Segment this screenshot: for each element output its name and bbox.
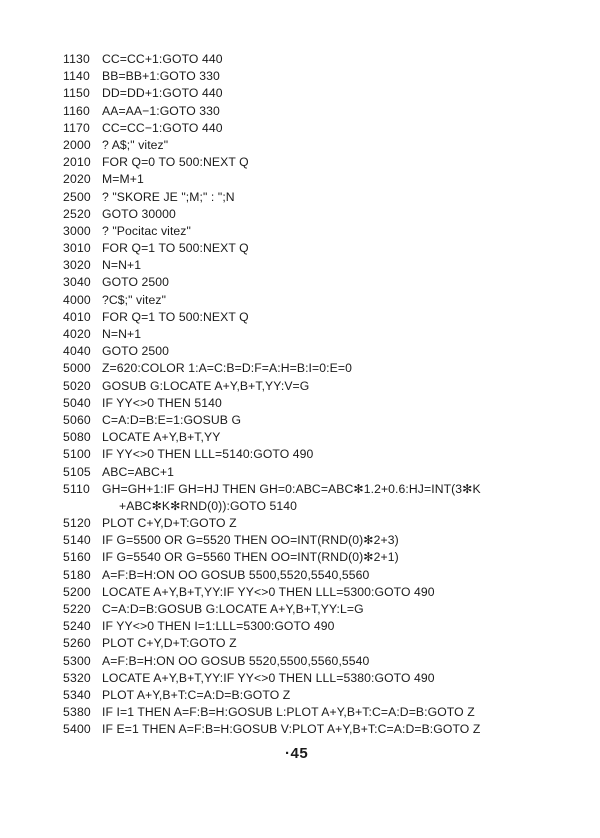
line-code: CC=CC−1:GOTO 440 xyxy=(102,120,223,135)
line-number: 4020 xyxy=(63,327,91,341)
line-number: 5105 xyxy=(63,464,91,479)
line-number: 5340 xyxy=(63,687,91,702)
code-line xyxy=(63,171,583,188)
code-line xyxy=(63,721,583,738)
line-code: N=N+1 xyxy=(102,258,142,273)
line-number: 5320 xyxy=(63,670,91,685)
line-code: C=A:D=B:GOSUB G:LOCATE A+Y,B+T,YY:L=G xyxy=(102,602,364,616)
code-line xyxy=(63,618,583,635)
line-number: 1170 xyxy=(63,120,91,135)
code-line xyxy=(63,274,583,291)
line-number: 5180 xyxy=(63,567,91,582)
line-number: 5060 xyxy=(63,412,91,427)
line-code: IF G=5500 OR G=5520 THEN OO=INT(RND(0)✻2+3) xyxy=(102,533,399,548)
line-number: 5140 xyxy=(63,533,91,548)
page-number: ·45 xyxy=(285,745,309,762)
line-number: 4000 xyxy=(63,292,91,307)
code-line xyxy=(63,515,583,532)
line-number: 1140 xyxy=(63,69,91,84)
line-number: 3000 xyxy=(63,223,91,238)
line-number: 2010 xyxy=(63,155,91,170)
line-code: GOSUB G:LOCATE A+Y,B+T,YY:V=G xyxy=(102,378,310,393)
code-line xyxy=(63,189,583,206)
code-line xyxy=(63,103,583,120)
code-line xyxy=(63,137,583,154)
code-line xyxy=(63,601,583,618)
line-code: IF YY<>0 THEN LLL=5140:GOTO 490 xyxy=(102,447,314,462)
line-code: Z=620:COLOR 1:A=C:B=D:F=A:H=B:I=0:E=0 xyxy=(102,361,352,376)
code-line xyxy=(63,481,583,498)
line-number: 5300 xyxy=(63,653,91,668)
code-line xyxy=(63,154,583,171)
line-number xyxy=(63,498,102,515)
code-line xyxy=(63,223,583,240)
code-line xyxy=(63,326,583,343)
line-number: 5160 xyxy=(63,550,91,565)
line-code: A=F:B=H:ON OO GOSUB 5500,5520,5540,5560 xyxy=(102,567,370,582)
code-line xyxy=(63,653,583,670)
code-line xyxy=(63,532,583,549)
line-number: 1150 xyxy=(63,86,91,101)
line-number: 5200 xyxy=(63,584,91,599)
line-code: LOCATE A+Y,B+T,YY:IF YY<>0 THEN LLL=5380:GOTO 490 xyxy=(102,670,435,685)
line-number: 5040 xyxy=(63,395,91,410)
line-number: 2520 xyxy=(63,206,91,221)
line-number: 2020 xyxy=(63,172,91,187)
line-code: PLOT C+Y,D+T:GOTO Z xyxy=(102,636,237,651)
line-number: 1130 xyxy=(63,52,91,66)
code-line xyxy=(63,498,583,515)
line-code: PLOT A+Y,B+T:C=A:D=B:GOTO Z xyxy=(102,687,291,702)
code-line xyxy=(63,584,583,601)
code-line xyxy=(63,343,583,360)
code-line xyxy=(63,68,583,85)
line-number: 5380 xyxy=(63,705,91,720)
code-line xyxy=(63,309,583,326)
basic-program-listing xyxy=(63,51,583,739)
line-number: 5240 xyxy=(63,619,91,634)
code-line xyxy=(63,257,583,274)
code-line xyxy=(63,412,583,429)
line-code: IF E=1 THEN A=F:B=H:GOSUB V:PLOT A+Y,B+T:C=A:D=B:GOTO Z xyxy=(102,722,481,737)
line-number: 5110 xyxy=(63,481,91,496)
code-line xyxy=(63,464,583,481)
line-number: 4010 xyxy=(63,309,91,324)
line-number: 5100 xyxy=(63,447,91,462)
line-code: M=M+1 xyxy=(102,172,144,187)
line-code: C=A:D=B:E=1:GOSUB G xyxy=(102,412,242,427)
line-code: A=F:B=H:ON OO GOSUB 5520,5500,5560,5540 xyxy=(102,653,370,668)
code-line xyxy=(63,429,583,446)
code-line xyxy=(63,51,583,68)
line-code: FOR Q=0 TO 500:NEXT Q xyxy=(102,155,249,170)
line-code: GOTO 2500 xyxy=(102,344,170,359)
line-code: PLOT C+Y,D+T:GOTO Z xyxy=(102,516,237,531)
code-line xyxy=(63,446,583,463)
code-line xyxy=(63,360,583,377)
code-line xyxy=(63,704,583,721)
line-code: BB=BB+1:GOTO 330 xyxy=(102,69,220,84)
line-number: 5000 xyxy=(63,361,91,376)
code-line xyxy=(63,120,583,137)
line-number: 2000 xyxy=(63,137,91,152)
line-number: 3020 xyxy=(63,258,91,273)
line-number: 2500 xyxy=(63,189,91,204)
line-code: ?C$;" vitez" xyxy=(102,292,167,307)
line-code: IF YY<>0 THEN 5140 xyxy=(102,395,222,410)
line-code: LOCATE A+Y,B+T,YY xyxy=(102,430,221,445)
code-line xyxy=(63,635,583,652)
line-code: ? "SKORE JE ";M;" : ";N xyxy=(102,189,235,204)
line-code: DD=DD+1:GOTO 440 xyxy=(102,86,223,101)
line-number: 5260 xyxy=(63,636,91,651)
line-number: 5080 xyxy=(63,430,91,445)
code-line xyxy=(63,549,583,566)
line-code: FOR Q=1 TO 500:NEXT Q xyxy=(102,309,249,324)
line-number: 5400 xyxy=(63,722,91,737)
line-code: ? A$;" vitez" xyxy=(102,137,169,152)
line-number: 5020 xyxy=(63,378,91,393)
code-line xyxy=(63,240,583,257)
line-code: N=N+1 xyxy=(102,327,142,341)
line-code: CC=CC+1:GOTO 440 xyxy=(102,52,223,66)
line-code: IF YY<>0 THEN I=1:LLL=5300:GOTO 490 xyxy=(102,619,335,634)
line-code: GOTO 2500 xyxy=(102,275,170,290)
code-line xyxy=(63,292,583,309)
line-code: GOTO 30000 xyxy=(102,206,176,221)
line-code: +ABC✻K✻RND(0)):GOTO 5140 xyxy=(119,498,298,513)
line-number: 1160 xyxy=(63,103,91,118)
code-line xyxy=(63,395,583,412)
code-line xyxy=(63,378,583,395)
line-code: FOR Q=1 TO 500:NEXT Q xyxy=(102,241,249,256)
code-line xyxy=(63,85,583,102)
line-code: GH=GH+1:IF GH=HJ THEN GH=0:ABC=ABC✻1.2+0.6:HJ=INT(3✻K xyxy=(102,481,481,496)
line-number: 5120 xyxy=(63,516,91,531)
line-code: AA=AA−1:GOTO 330 xyxy=(102,103,220,118)
line-code: IF I=1 THEN A=F:B=H:GOSUB L:PLOT A+Y,B+T:C=A:D=B:GOTO Z xyxy=(102,705,475,720)
line-number: 5220 xyxy=(63,602,91,616)
line-number: 3010 xyxy=(63,241,91,256)
code-line xyxy=(63,206,583,223)
line-code: LOCATE A+Y,B+T,YY:IF YY<>0 THEN LLL=5300:GOTO 490 xyxy=(102,584,435,599)
code-line xyxy=(63,670,583,687)
line-number: 3040 xyxy=(63,275,91,290)
code-line xyxy=(63,687,583,704)
line-code: ? "Pocitac vitez" xyxy=(102,223,191,238)
code-line xyxy=(63,567,583,584)
line-number: 4040 xyxy=(63,344,91,359)
line-code: IF G=5540 OR G=5560 THEN OO=INT(RND(0)✻2+1) xyxy=(102,550,399,565)
line-code: ABC=ABC+1 xyxy=(102,464,175,479)
